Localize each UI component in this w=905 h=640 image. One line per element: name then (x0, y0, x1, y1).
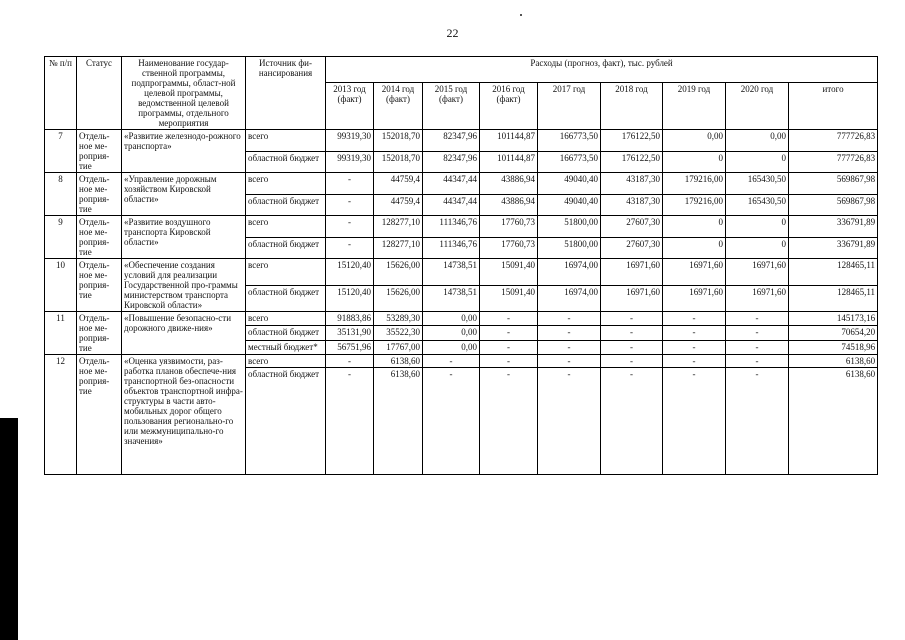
row-value: 16971,60 (663, 285, 726, 312)
row-value: 44347,44 (423, 194, 480, 216)
row-status: Отдель-ное ме-роприя-тие (77, 355, 122, 475)
row-value: 0,00 (423, 326, 480, 340)
row-value: - (538, 312, 601, 326)
row-value: 15120,40 (326, 259, 374, 286)
row-value: - (326, 355, 374, 368)
row-program-name: «Обеспечение создания условий для реализации Государственной про-граммы министерством транспорта Кировской области» (122, 259, 246, 312)
row-value: - (663, 326, 726, 340)
row-value: 16971,60 (663, 259, 726, 286)
header-year: 2013 год (факт) (326, 83, 374, 130)
row-funding-source: областной бюджет (246, 151, 326, 173)
table-header (45, 57, 878, 130)
row-value: - (601, 326, 663, 340)
row-value: - (538, 355, 601, 368)
row-program-name: «Оценка уязвимости, раз-работка планов обеспече-ния транспортной без-опасности объектов транспортной инфра-структуры в части авто-мобильных дорог общего пользования регионально-го или межмуниципально-го значения» (122, 355, 246, 475)
row-value: 99319,30 (326, 130, 374, 152)
row-value: 6138,60 (374, 368, 423, 475)
header-year: 2014 год (факт) (374, 83, 423, 130)
row-value: - (726, 340, 789, 354)
row-value: 128277,10 (374, 237, 423, 259)
row-value: - (601, 340, 663, 354)
row-value: 0,00 (423, 340, 480, 354)
row-value: 15626,00 (374, 259, 423, 286)
row-funding-source: местный бюджет* (246, 340, 326, 354)
row-funding-source: областной бюджет (246, 194, 326, 216)
row-program-name: «Повышение безопасно-сти дорожного движе-ния» (122, 312, 246, 355)
table-row (45, 259, 878, 286)
row-value: 101144,87 (480, 130, 538, 152)
row-number: 7 (45, 130, 77, 173)
row-value: - (601, 355, 663, 368)
row-value: 569867,98 (789, 173, 878, 195)
row-status: Отдель-ное ме-роприя-тие (77, 130, 122, 173)
row-status: Отдель-ное ме-роприя-тие (77, 312, 122, 355)
row-number: 12 (45, 355, 77, 475)
header-year: 2020 год (726, 83, 789, 130)
row-value: - (423, 355, 480, 368)
row-value: - (326, 368, 374, 475)
row-funding-source: областной бюджет (246, 326, 326, 340)
scan-speck (520, 14, 522, 16)
row-value: 27607,30 (601, 216, 663, 238)
row-value: 17767,00 (374, 340, 423, 354)
row-value: - (663, 312, 726, 326)
row-value: - (326, 216, 374, 238)
row-value: 165430,50 (726, 173, 789, 195)
row-value: 0,00 (663, 130, 726, 152)
row-value: 56751,96 (326, 340, 374, 354)
row-value: - (538, 326, 601, 340)
row-value: 0 (663, 216, 726, 238)
row-value: 15091,40 (480, 259, 538, 286)
row-value: 128465,11 (789, 259, 878, 286)
header-year: 2019 год (663, 83, 726, 130)
header-num: № п/п (45, 57, 77, 130)
row-value: - (601, 312, 663, 326)
row-value: - (480, 340, 538, 354)
row-funding-source: всего (246, 312, 326, 326)
row-value: 111346,76 (423, 216, 480, 238)
row-value: 128465,11 (789, 285, 878, 312)
row-value: 179216,00 (663, 173, 726, 195)
row-value: 569867,98 (789, 194, 878, 216)
row-value: - (480, 312, 538, 326)
row-value: 99319,30 (326, 151, 374, 173)
row-funding-source: всего (246, 355, 326, 368)
row-value: - (326, 237, 374, 259)
row-value: 16971,60 (726, 285, 789, 312)
row-value: 43187,30 (601, 173, 663, 195)
row-value: - (480, 368, 538, 475)
row-value: 152018,70 (374, 151, 423, 173)
table-row (45, 355, 878, 368)
row-value: 15120,40 (326, 285, 374, 312)
row-value: 16971,60 (601, 259, 663, 286)
row-value: 166773,50 (538, 151, 601, 173)
row-value: 16971,60 (726, 259, 789, 286)
row-value: 44759,4 (374, 194, 423, 216)
row-funding-source: областной бюджет (246, 368, 326, 475)
scan-edge-shadow (0, 418, 18, 640)
row-value: 336791,89 (789, 237, 878, 259)
row-value: 16974,00 (538, 259, 601, 286)
row-value: 165430,50 (726, 194, 789, 216)
row-value: 336791,89 (789, 216, 878, 238)
row-value: 166773,50 (538, 130, 601, 152)
row-value: - (538, 368, 601, 475)
row-value: 777726,83 (789, 130, 878, 152)
row-value: 74518,96 (789, 340, 878, 354)
row-value: 44759,4 (374, 173, 423, 195)
row-value: 43886,94 (480, 194, 538, 216)
row-value: - (726, 326, 789, 340)
header-year: 2018 год (601, 83, 663, 130)
row-value: 51800,00 (538, 216, 601, 238)
row-value: 176122,50 (601, 130, 663, 152)
row-value: 6138,60 (789, 368, 878, 475)
row-status: Отдель-ное ме-роприя-тие (77, 216, 122, 259)
header-year: 2016 год (факт) (480, 83, 538, 130)
row-value: - (423, 368, 480, 475)
row-value: 176122,50 (601, 151, 663, 173)
row-value: 49040,40 (538, 194, 601, 216)
row-value: 43886,94 (480, 173, 538, 195)
row-value: 43187,30 (601, 194, 663, 216)
header-status: Статус (77, 57, 122, 130)
row-value: 70654,20 (789, 326, 878, 340)
row-value: 128277,10 (374, 216, 423, 238)
row-value: 27607,30 (601, 237, 663, 259)
row-number: 10 (45, 259, 77, 312)
row-value: 0,00 (423, 312, 480, 326)
row-number: 9 (45, 216, 77, 259)
row-value: 91883,86 (326, 312, 374, 326)
row-status: Отдель-ное ме-роприя-тие (77, 173, 122, 216)
row-value: - (480, 355, 538, 368)
header-year: 2015 год (факт) (423, 83, 480, 130)
row-value: 82347,96 (423, 151, 480, 173)
row-value: 179216,00 (663, 194, 726, 216)
row-value: 49040,40 (538, 173, 601, 195)
row-value: - (480, 326, 538, 340)
row-value: - (601, 368, 663, 475)
row-value: 0 (726, 237, 789, 259)
page-number: 22 (446, 26, 459, 40)
row-number: 11 (45, 312, 77, 355)
row-value: 82347,96 (423, 130, 480, 152)
row-value: 152018,70 (374, 130, 423, 152)
row-value: - (663, 368, 726, 475)
row-value: 53289,30 (374, 312, 423, 326)
row-value: - (726, 312, 789, 326)
row-value: 6138,60 (789, 355, 878, 368)
row-value: 101144,87 (480, 151, 538, 173)
header-source: Источник фи-нансирования (246, 57, 326, 130)
row-status: Отдель-ное ме-роприя-тие (77, 259, 122, 312)
row-value: - (326, 173, 374, 195)
row-value: 777726,83 (789, 151, 878, 173)
row-value: - (726, 355, 789, 368)
row-value: 0 (726, 151, 789, 173)
row-value: 44347,44 (423, 173, 480, 195)
row-value: 14738,51 (423, 259, 480, 286)
row-value: 14738,51 (423, 285, 480, 312)
row-value: - (538, 340, 601, 354)
row-funding-source: всего (246, 173, 326, 195)
row-program-name: «Развитие воздушного транспорта Кировской области» (122, 216, 246, 259)
row-value: 0 (663, 237, 726, 259)
table-row (45, 312, 878, 326)
row-value: 16974,00 (538, 285, 601, 312)
row-value: 51800,00 (538, 237, 601, 259)
row-value: 17760,73 (480, 237, 538, 259)
row-value: - (663, 340, 726, 354)
table-body (45, 130, 878, 475)
row-value: 145173,16 (789, 312, 878, 326)
header-year: итого (789, 83, 878, 130)
row-value: - (326, 194, 374, 216)
row-value: - (663, 355, 726, 368)
row-program-name: «Управление дорожным хозяйством Кировской области» (122, 173, 246, 216)
row-value: 35131,90 (326, 326, 374, 340)
expenses-table (44, 56, 878, 475)
row-value: 0 (663, 151, 726, 173)
row-value: 0,00 (726, 130, 789, 152)
table-row (45, 173, 878, 195)
row-value: 0 (726, 216, 789, 238)
header-name: Наименование государ-ственной программы, подпрограммы, област-ной целевой программы, ведомственной целевой программы, отдельного мероприятия (122, 57, 246, 130)
row-funding-source: областной бюджет (246, 237, 326, 259)
header-year: 2017 год (538, 83, 601, 130)
row-value: 6138,60 (374, 355, 423, 368)
row-value: 16971,60 (601, 285, 663, 312)
row-value: 111346,76 (423, 237, 480, 259)
table-row (45, 130, 878, 152)
row-funding-source: всего (246, 216, 326, 238)
row-value: 15091,40 (480, 285, 538, 312)
row-number: 8 (45, 173, 77, 216)
header-expenses: Расходы (прогноз, факт), тыс. рублей (326, 57, 878, 83)
row-funding-source: всего (246, 259, 326, 286)
row-value: 17760,73 (480, 216, 538, 238)
row-value: 15626,00 (374, 285, 423, 312)
row-funding-source: областной бюджет (246, 285, 326, 312)
row-value: 35522,30 (374, 326, 423, 340)
table-row (45, 216, 878, 238)
row-funding-source: всего (246, 130, 326, 152)
row-value: - (726, 368, 789, 475)
row-program-name: «Развитие железнодо-рожного транспорта» (122, 130, 246, 173)
